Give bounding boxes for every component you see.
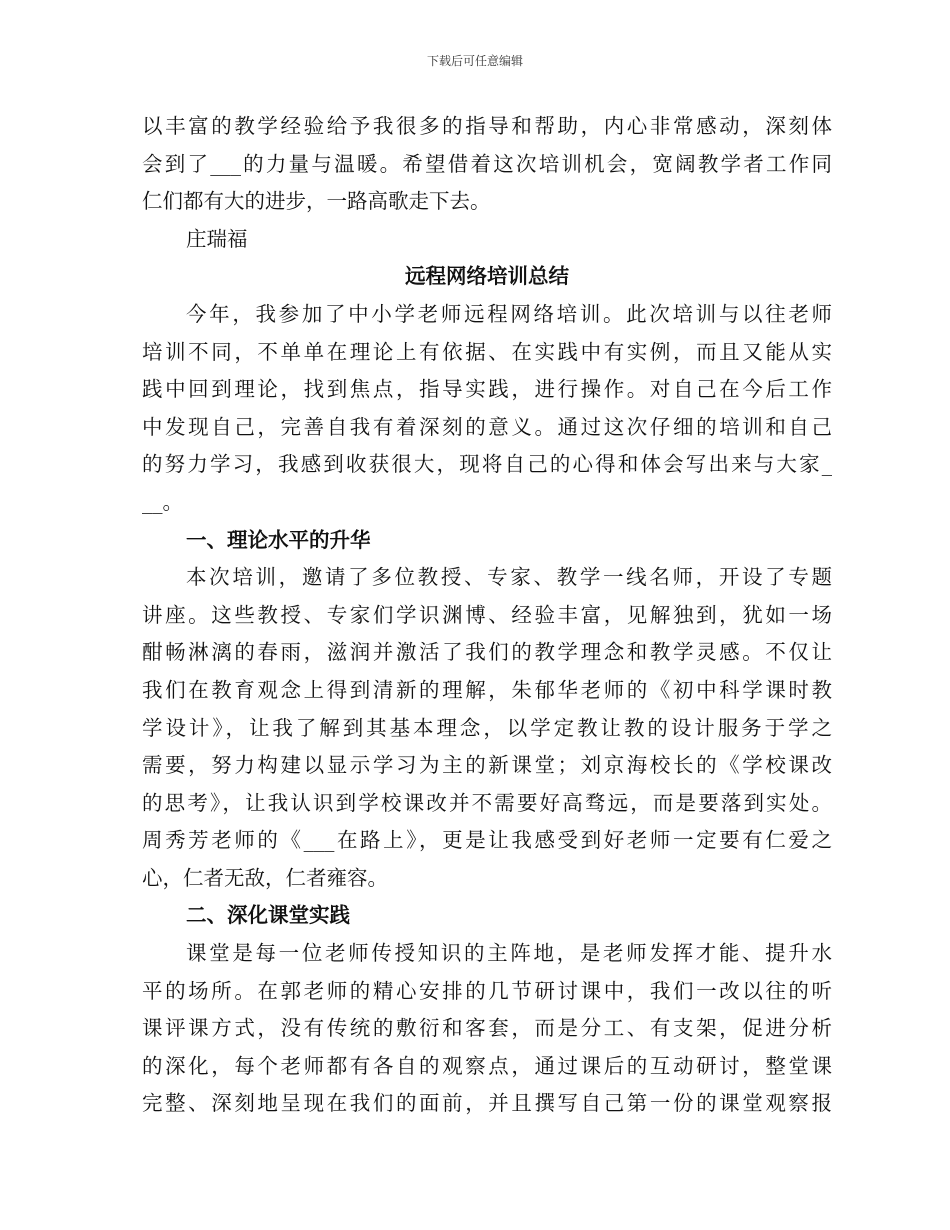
text-line: 践中回到理论，找到焦点，指导实践，进行操作。对自己在今后工作 xyxy=(142,377,832,402)
text-line: 培训不同，不单单在理论上有依据、在实践中有实例，而且又能从实 xyxy=(142,339,832,364)
text-line: 心，仁者无敌，仁者雍容。 xyxy=(142,865,388,890)
text-line: 酣畅淋漓的春雨，滋润并激活了我们的教学理念和教学灵感。不仅让 xyxy=(142,640,832,665)
text-line: 课堂是每一位老师传授知识的主阵地，是老师发挥才能、提升水 xyxy=(186,941,832,966)
text-line: 学设计》，让我了解到其基本理念，以学定教让教的设计服务于学之 xyxy=(142,715,832,740)
text-line: 以丰富的教学经验给予我很多的指导和帮助，内心非常感动，深刻体 xyxy=(142,114,832,138)
text-line: 的努力学习，我感到收获很大，现将自己的心得和体会写出来与大家_ xyxy=(142,452,832,477)
text-line: 平的场所。在郭老师的精心安排的几节研讨课中，我们一改以往的听 xyxy=(142,978,832,1003)
text-line: 的思考》，让我认识到学校课改并不需要好高骛远，而是要落到实处。 xyxy=(142,790,832,815)
text-line: 我们在教育观念上得到清新的理解，朱郁华老师的《初中科学课时教 xyxy=(142,677,832,702)
document-title: 远程网络培训总结 xyxy=(405,264,569,289)
section-heading: 一、理论水平的升华 xyxy=(186,527,371,552)
text-line: 课评课方式，没有传统的敷衍和客套，而是分工、有支架，促进分析 xyxy=(142,1016,832,1041)
text-line: 完整、深刻地呈现在我们的面前，并且撰写自己第一份的课堂观察报 xyxy=(142,1091,832,1116)
text-line: __。 xyxy=(142,489,183,514)
text-line: 讲座。这些教授、专家们学识渊博、经验丰富，见解独到，犹如一场 xyxy=(142,602,832,627)
text-line: 的深化，每个老师都有各自的观察点，通过课后的互动研讨，整堂课 xyxy=(142,1053,832,1078)
text-line: 仁们都有大的进步，一路高歌走下去。 xyxy=(142,189,491,214)
page-header: 下载后可任意编辑 xyxy=(426,54,523,68)
text-line: 庄瑞福 xyxy=(186,226,248,251)
text-line: 本次培训，邀请了多位教授、专家、教学一线名师，开设了专题 xyxy=(186,565,832,590)
text-line: 周秀芳老师的《___在路上》，更是让我感受到好老师一定要有仁爱之 xyxy=(142,828,832,853)
text-line: 需要，努力构建以显示学习为主的新课堂；刘京海校长的《学校课改 xyxy=(142,753,832,778)
text-line: 会到了___的力量与温暖。希望借着这次培训机会，宽阔教学者工作同 xyxy=(142,151,832,176)
section-heading: 二、深化课堂实践 xyxy=(186,903,350,928)
text-line: 中发现自己，完善自我有着深刻的意义。通过这次仔细的培训和自己 xyxy=(142,414,832,439)
text-line: 今年，我参加了中小学老师远程网络培训。此次培训与以往老师 xyxy=(186,301,832,326)
document-body xyxy=(142,108,832,1123)
